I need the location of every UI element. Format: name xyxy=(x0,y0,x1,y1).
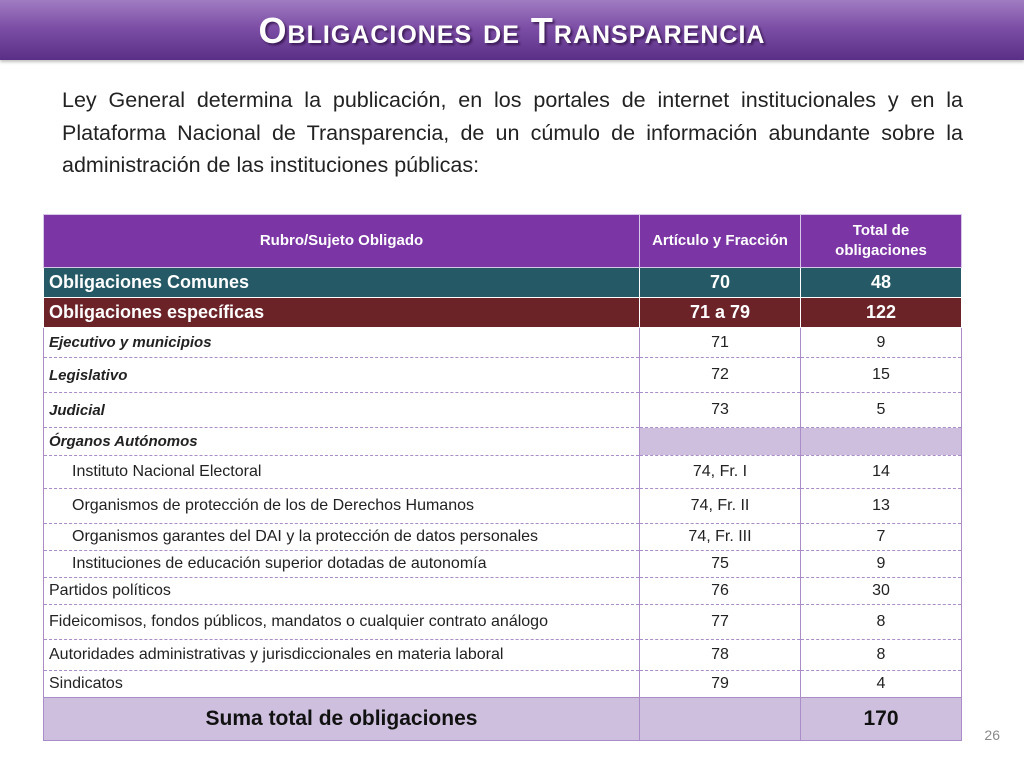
row-article: 73 xyxy=(640,393,801,428)
table-row xyxy=(44,428,962,456)
comunes-total: 48 xyxy=(801,268,962,298)
row-total: 4 xyxy=(801,671,962,698)
row-total: 14 xyxy=(801,456,962,489)
row-article xyxy=(640,428,801,456)
total-empty-cell xyxy=(640,698,801,741)
row-name: Autoridades administrativas y jurisdiccionales en materia laboral xyxy=(44,640,640,671)
table-row xyxy=(44,456,962,489)
slide-title: Obligaciones de Transparencia xyxy=(258,10,766,51)
row-name: Organismos garantes del DAI y la protección de datos personales xyxy=(44,524,640,551)
especificas-article: 71 a 79 xyxy=(640,298,801,328)
row-article: 79 xyxy=(640,671,801,698)
table-row xyxy=(44,578,962,605)
row-article: 75 xyxy=(640,551,801,578)
total-value: 170 xyxy=(801,698,962,741)
row-total: 9 xyxy=(801,551,962,578)
row-article: 78 xyxy=(640,640,801,671)
row-name: Sindicatos xyxy=(44,671,640,698)
row-total: 5 xyxy=(801,393,962,428)
row-obligaciones-comunes xyxy=(44,268,962,298)
intro-paragraph: Ley General determina la publicación, en los portales de internet institucionales y en la Plataforma Nacional de Transparencia, de un cúmulo de información abundante sobre la administración de las instituciones públicas: xyxy=(62,88,963,177)
table-row xyxy=(44,640,962,671)
row-name: Legislativo xyxy=(44,358,640,393)
row-name: Fideicomisos, fondos públicos, mandatos o cualquier contrato análogo xyxy=(44,605,640,640)
table-header-row xyxy=(44,215,962,268)
table-row xyxy=(44,328,962,358)
total-label: Suma total de obligaciones xyxy=(44,698,640,741)
row-name: Organismos de protección de los de Derechos Humanos xyxy=(44,489,640,524)
table-row xyxy=(44,551,962,578)
table-row xyxy=(44,671,962,698)
row-total: 15 xyxy=(801,358,962,393)
row-article: 74, Fr. III xyxy=(640,524,801,551)
row-article: 72 xyxy=(640,358,801,393)
comunes-article: 70 xyxy=(640,268,801,298)
table-row xyxy=(44,489,962,524)
row-total xyxy=(801,428,962,456)
row-name: Partidos políticos xyxy=(44,578,640,605)
especificas-name: Obligaciones específicas xyxy=(44,298,640,328)
table-row xyxy=(44,393,962,428)
row-article: 74, Fr. II xyxy=(640,489,801,524)
row-article: 76 xyxy=(640,578,801,605)
row-total: 30 xyxy=(801,578,962,605)
row-name: Judicial xyxy=(44,393,640,428)
header-total: Total de obligaciones xyxy=(801,215,962,268)
table-row xyxy=(44,524,962,551)
row-name: Instituciones de educación superior dotadas de autonomía xyxy=(44,551,640,578)
table-row xyxy=(44,358,962,393)
row-total: 13 xyxy=(801,489,962,524)
row-total: 8 xyxy=(801,605,962,640)
row-name: Órganos Autónomos xyxy=(44,428,640,456)
obligations-table xyxy=(43,214,962,741)
row-name: Ejecutivo y municipios xyxy=(44,328,640,358)
row-article: 71 xyxy=(640,328,801,358)
row-total: 9 xyxy=(801,328,962,358)
row-article: 77 xyxy=(640,605,801,640)
header-articulo: Artículo y Fracción xyxy=(640,215,801,268)
table-row xyxy=(44,605,962,640)
page-number: 26 xyxy=(984,727,1000,743)
row-obligaciones-especificas xyxy=(44,298,962,328)
row-name: Instituto Nacional Electoral xyxy=(44,456,640,489)
header-rubro: Rubro/Sujeto Obligado xyxy=(44,215,640,268)
comunes-name: Obligaciones Comunes xyxy=(44,268,640,298)
total-row xyxy=(44,698,962,741)
especificas-total: 122 xyxy=(801,298,962,328)
row-total: 7 xyxy=(801,524,962,551)
row-total: 8 xyxy=(801,640,962,671)
row-article: 74, Fr. I xyxy=(640,456,801,489)
